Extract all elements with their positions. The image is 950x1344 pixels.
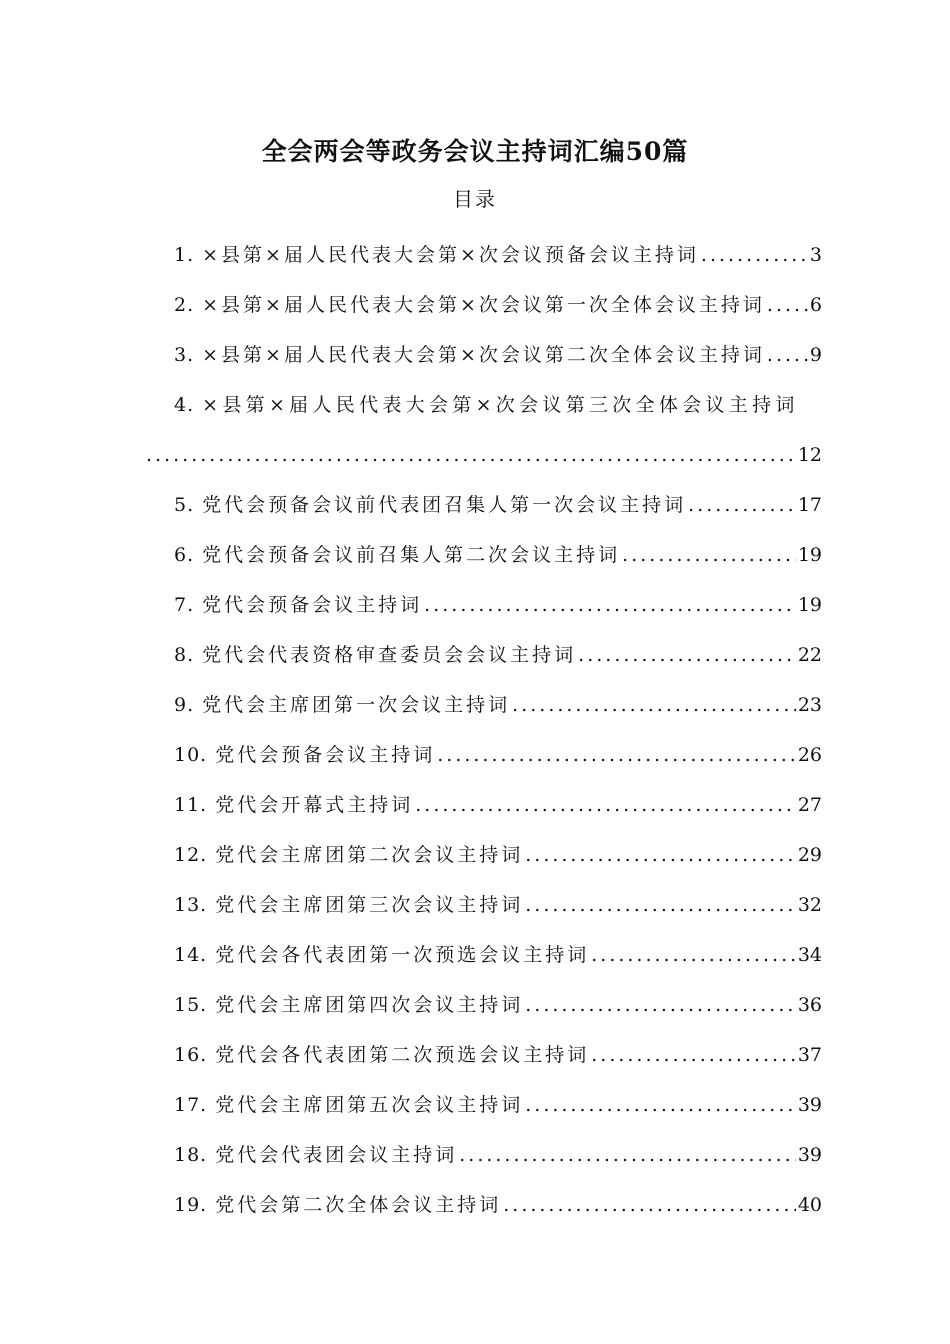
toc-leader-dots: [424, 580, 796, 630]
toc-entry-title: 党代会开幕式主持词: [215, 794, 414, 816]
toc-entry-page: 19: [797, 544, 822, 566]
toc-entry-page: 12: [797, 444, 822, 466]
toc-entry[interactable]: [0, 230, 950, 280]
toc-entry-number: 2.: [174, 294, 195, 316]
toc-entry-title: ×县第×届人民代表大会第×次会议第三次全体会议主持词: [202, 394, 799, 416]
toc-entry-page: 22: [797, 644, 822, 666]
toc-entry-number: 18.: [174, 1144, 208, 1166]
toc-entry-number: 17.: [174, 1094, 208, 1116]
toc-entry-page: 39: [797, 1144, 822, 1166]
toc-entry-number: 7.: [174, 594, 195, 616]
toc-entry-title: ×县第×届人民代表大会第×次会议第一次全体会议主持词: [202, 294, 765, 316]
toc-leader-dots: [415, 780, 796, 830]
toc-entry-number: 5.: [174, 494, 195, 516]
toc-entry-title: 党代会各代表团第二次预选会议主持词: [215, 1044, 590, 1066]
toc-entry-title: 党代会预备会议前代表团召集人第一次会议主持词: [202, 494, 687, 516]
toc-entry-page: 19: [797, 594, 822, 616]
toc-leader-dots: [459, 1130, 796, 1180]
toc-entry-title: 党代会主席团第二次会议主持词: [215, 844, 524, 866]
toc-entry-page: 9: [809, 344, 822, 366]
toc-entry-title: ×县第×届人民代表大会第×次会议预备会议主持词: [202, 244, 699, 266]
toc-leader-dots: [701, 230, 808, 280]
toc-entry-continuation[interactable]: [0, 430, 950, 480]
toc-leader-dots: [525, 980, 796, 1030]
toc-entry-title: 党代会预备会议前召集人第二次会议主持词: [202, 544, 621, 566]
toc-entry-title: 党代会主席团第四次会议主持词: [215, 994, 524, 1016]
toc-entry[interactable]: [0, 630, 950, 680]
toc-entry-page: 39: [797, 1094, 822, 1116]
toc-entry-page: 17: [797, 494, 822, 516]
toc-entry[interactable]: [0, 880, 950, 930]
toc-entry-number: 11.: [174, 794, 208, 816]
toc-entry-page: 36: [797, 994, 822, 1016]
toc-entry-title: 党代会主席团第五次会议主持词: [215, 1094, 524, 1116]
toc-leader-dots: [591, 1030, 796, 1080]
toc-entry[interactable]: [0, 480, 950, 530]
toc-entry-title: 党代会预备会议主持词: [215, 744, 436, 766]
toc-entry-number: 6.: [174, 544, 195, 566]
toc-leader-dots: [525, 1080, 796, 1130]
toc-entry-title: 党代会主席团第一次会议主持词: [202, 694, 511, 716]
toc-entry-number: 16.: [174, 1044, 208, 1066]
toc-entry[interactable]: [0, 730, 950, 780]
toc-entry[interactable]: [0, 580, 950, 630]
toc-entry-number: 12.: [174, 844, 208, 866]
toc-entry-title: 党代会第二次全体会议主持词: [215, 1194, 502, 1216]
toc-leader-dots: [767, 330, 808, 380]
toc-entry[interactable]: [0, 530, 950, 580]
toc-entry[interactable]: [0, 980, 950, 1030]
toc-entry-title: 党代会预备会议主持词: [202, 594, 423, 616]
toc-entry-number: 9.: [174, 694, 195, 716]
toc-entry-number: 10.: [174, 744, 208, 766]
toc-entry-page: 23: [797, 694, 822, 716]
toc-leader-dots: [525, 880, 796, 930]
toc-entry-page: 40: [797, 1194, 822, 1216]
toc-entry[interactable]: [0, 1080, 950, 1130]
toc-entry-title: ×县第×届人民代表大会第×次会议第二次全体会议主持词: [202, 344, 765, 366]
toc-heading: 目录: [453, 187, 497, 211]
toc-leader-dots: [146, 430, 796, 480]
toc-leader-dots: [688, 480, 796, 530]
toc-entry-number: 8.: [174, 644, 195, 666]
toc-entry[interactable]: [0, 780, 950, 830]
toc-leader-dots: [591, 930, 796, 980]
toc-leader-dots: [512, 680, 796, 730]
toc-entry-page: 26: [797, 744, 822, 766]
toc-entry-page: 3: [809, 244, 822, 266]
toc-entry[interactable]: [0, 380, 950, 430]
toc-entry[interactable]: [0, 280, 950, 330]
toc-entry[interactable]: [0, 1030, 950, 1080]
toc-leader-dots: [622, 530, 796, 580]
toc-entry-page: 32: [797, 894, 822, 916]
toc-entry-title: 党代会各代表团第一次预选会议主持词: [215, 944, 590, 966]
toc-entry[interactable]: [0, 330, 950, 380]
toc-leader-dots: [437, 730, 796, 780]
toc-entry-number: 4.: [174, 394, 195, 416]
toc-entry-number: 3.: [174, 344, 195, 366]
toc-entry-number: 19.: [174, 1194, 208, 1216]
toc-entry-page: 37: [797, 1044, 822, 1066]
toc-leader-dots: [503, 1180, 796, 1230]
toc-leader-dots: [525, 830, 796, 880]
toc-leader-dots: [578, 630, 796, 680]
toc-entry[interactable]: [0, 1130, 950, 1180]
table-of-contents: [0, 230, 950, 1230]
toc-entry-page: 6: [809, 294, 822, 316]
toc-entry[interactable]: [0, 1180, 950, 1230]
toc-entry-title: 党代会代表团会议主持词: [215, 1144, 458, 1166]
toc-entry-page: 34: [797, 944, 822, 966]
toc-entry[interactable]: [0, 930, 950, 980]
toc-entry-page: 29: [797, 844, 822, 866]
toc-entry-number: 1.: [174, 244, 195, 266]
toc-entry-number: 13.: [174, 894, 208, 916]
toc-leader-dots: [767, 280, 808, 330]
document-title: 全会两会等政务会议主持词汇编50篇: [261, 137, 689, 166]
toc-entry-title: 党代会代表资格审查委员会会议主持词: [202, 644, 577, 666]
toc-entry-number: 15.: [174, 994, 208, 1016]
toc-entry-number: 14.: [174, 944, 208, 966]
toc-entry-page: 27: [797, 794, 822, 816]
toc-entry-title: 党代会主席团第三次会议主持词: [215, 894, 524, 916]
toc-entry[interactable]: [0, 830, 950, 880]
toc-entry[interactable]: [0, 680, 950, 730]
